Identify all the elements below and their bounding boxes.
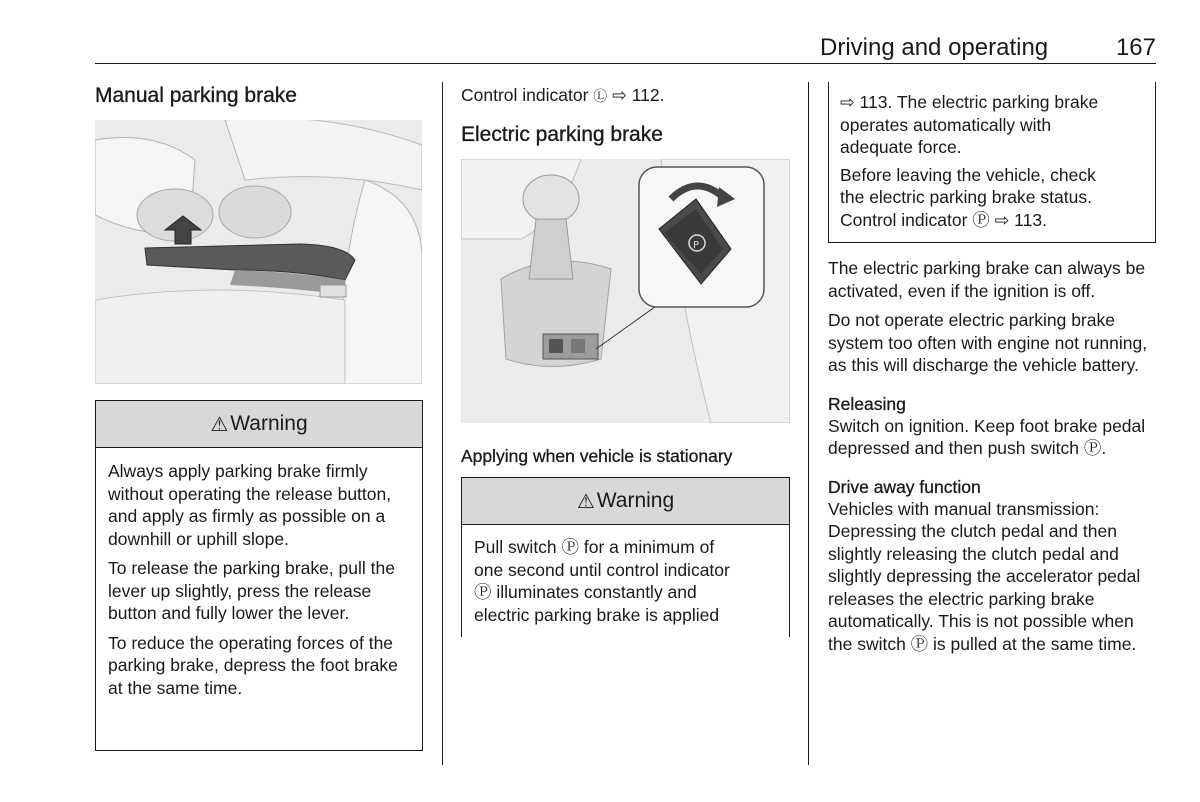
section-title: Driving and operating xyxy=(820,34,1049,61)
warning-line: electric parking brake is applied xyxy=(474,604,720,625)
warning-triangle-icon: ⚠ xyxy=(210,413,229,436)
warning-line: one second until control indicator xyxy=(474,559,730,580)
control-indicator-line xyxy=(461,84,791,108)
box-line: the electric parking brake status. xyxy=(840,187,1092,207)
warning-line: Ⓟ illuminates constantly and xyxy=(474,582,697,602)
warning-title: Warning xyxy=(596,489,675,512)
column-divider-2 xyxy=(808,82,809,765)
electric-parking-brake-illustration xyxy=(461,159,790,423)
warning-triangle-icon: ⚠ xyxy=(576,490,595,513)
electric-brake-warning-box xyxy=(461,477,790,637)
box-line: Control indicator Ⓟ ⇨ 113. xyxy=(840,209,1047,230)
box-line: operates automatically with xyxy=(840,114,1052,135)
warning-paragraph: To reduce the operating forces of the parking brake, depress the foot brake at the same time. xyxy=(108,632,398,698)
manual-brake-warning-box xyxy=(95,400,423,751)
warning-line: Pull switch Ⓟ for a minimum of xyxy=(474,537,715,557)
box-line: adequate force. xyxy=(840,137,962,157)
drive-away-heading: Drive away function xyxy=(828,476,981,497)
drive-away-text: Vehicles with manual transmission: Depressing the clutch pedal and then slightly releasing the clutch pedal and slightly depressing the accelerator pedal releases the electric parking brake automatically. This is not possible when the switch Ⓟ is pulled at the same time. xyxy=(828,498,1141,654)
control-indicator-label: Control indicator xyxy=(461,85,589,105)
warning-header xyxy=(96,401,422,448)
warning-header xyxy=(462,478,789,525)
electric-parking-brake-heading: Electric parking brake xyxy=(461,123,663,146)
gear-shift-switch-drawing xyxy=(461,159,790,423)
releasing-text: Switch on ignition. Keep foot brake pedal depressed and then push switch Ⓟ. xyxy=(828,415,1146,458)
parking-brake-indicator-icon: Ⓛ xyxy=(593,88,608,104)
box-line: Before leaving the vehicle, check xyxy=(840,164,1096,185)
applying-stationary-subheading: Applying when vehicle is stationary xyxy=(461,446,733,466)
page-number: 167 xyxy=(1115,34,1156,61)
releasing-heading: Releasing xyxy=(828,393,906,414)
header-rule xyxy=(95,63,1156,64)
manual-parking-brake-illustration xyxy=(95,120,422,384)
page-reference-link[interactable]: ⇨ 112. xyxy=(612,85,665,105)
warning-paragraph: To release the parking brake, pull the lever up slightly, press the release button and fully lower the lever. xyxy=(108,558,395,623)
box-line: ⇨ 113. The electric parking brake xyxy=(840,92,1099,112)
warning-title: Warning xyxy=(230,412,308,435)
svg-text:P: P xyxy=(693,240,700,251)
continued-warning-box xyxy=(828,82,1156,243)
warning-paragraph: Always apply parking brake firmly without operating the release button, and apply as firmly as possible on a downhill or uphill slope. xyxy=(108,461,392,549)
manual-parking-brake-heading: Manual parking brake xyxy=(95,84,297,107)
column-divider-1 xyxy=(442,82,443,765)
body-paragraph: The electric parking brake can always be activated, even if the ignition is off. xyxy=(828,258,1146,301)
body-paragraph: Do not operate electric parking brake system too often with engine not running, as this will discharge the vehicle battery. xyxy=(828,310,1148,375)
handbrake-lever-drawing xyxy=(95,120,422,384)
